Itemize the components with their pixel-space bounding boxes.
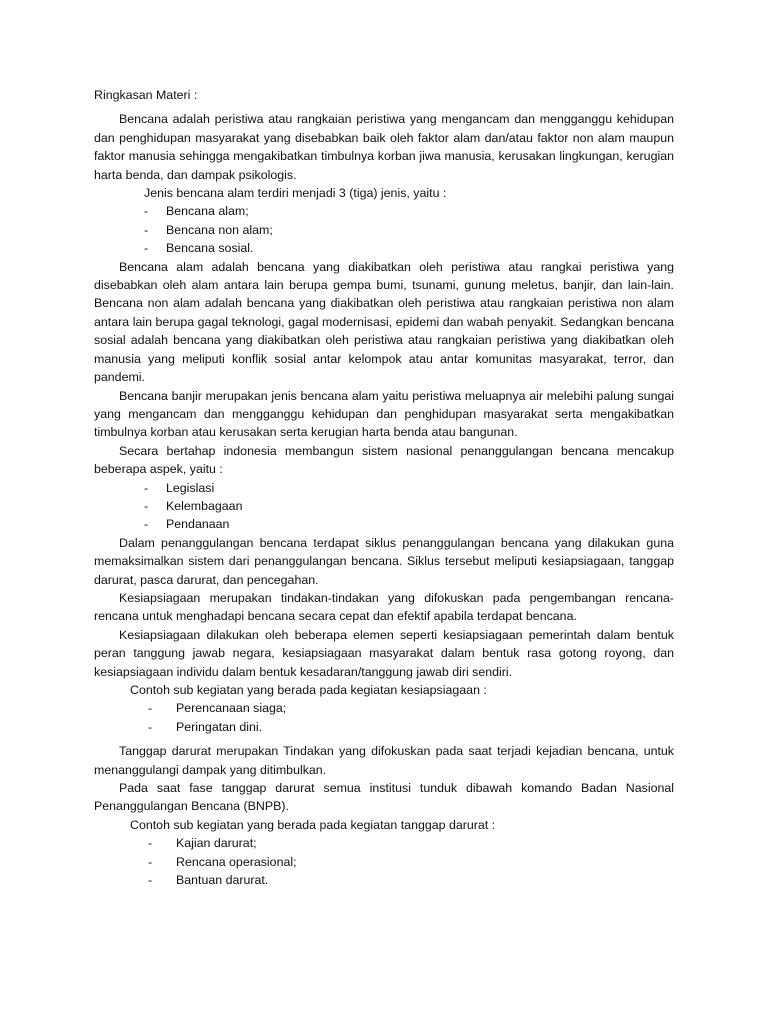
- list-item: - Legislasi: [94, 479, 674, 497]
- list-item: - Rencana operasional;: [94, 853, 674, 871]
- dash-bullet: -: [148, 854, 153, 869]
- list-aspek: [94, 479, 674, 534]
- intro-jenis-bencana: Jenis bencana alam terdiri menjadi 3 (tiga) jenis, yaitu :: [144, 186, 447, 201]
- list-item: - Pendanaan: [94, 515, 674, 533]
- list-item: - Kajian darurat;: [94, 834, 674, 852]
- paragraph-siklus: Dalam penanggulangan bencana terdapat siklus penanggulangan bencana yang dilakukan guna memaksimalkan sistem dari penanggulangan bencana. Siklus tersebut meliputi kesiapsiagaan, tanggap darurat, pasca darurat, dan pencegahan.: [94, 535, 674, 587]
- section-heading: Ringkasan Materi :: [94, 88, 198, 102]
- paragraph-banjir: Bencana banjir merupakan jenis bencana alam yaitu peristiwa meluapnya air melebihi palung sungai yang mengancam dan mengganggu kehidupan dan penghidupan masyarakat serta mengakibatkan timbulnya korban atau kerusakan serta kerugian harta benda atau bangunan.: [94, 388, 674, 440]
- paragraph-definisi-bencana: Bencana adalah peristiwa atau rangkaian peristiwa yang mengancam dan mengganggu kehidupan dan penghidupan masyarakat yang disebabkan baik oleh faktor alam dan/atau faktor non alam maupun faktor manusia sehingga mengakibatkan timbulnya korban jiwa manusia, kerusakan lingkungan, kerugian harta benda, dan dampak psikologis.: [94, 112, 674, 182]
- list-item: - Bencana sosial.: [94, 239, 674, 257]
- dash-bullet: -: [148, 836, 153, 851]
- list-item: - Bencana non alam;: [94, 221, 674, 239]
- dash-bullet: -: [144, 517, 149, 532]
- dash-bullet: -: [144, 241, 149, 256]
- list-item: - Peringatan dini.: [94, 718, 674, 736]
- dash-bullet: -: [148, 701, 153, 716]
- paragraph-sistem-nasional: Secara bertahap indonesia membangun sistem nasional penanggulangan bencana mencakup beberapa aspek, yaitu :: [94, 443, 674, 477]
- paragraph-tanggap-darurat: Tanggap darurat merupakan Tindakan yang difokuskan pada saat terjadi kejadian bencana, untuk menanggulangi dampak yang ditimbulkan.: [94, 744, 674, 777]
- list-item: - Bantuan darurat.: [94, 871, 674, 889]
- paragraph-kesiapsiagaan-def: Kesiapsiagaan merupakan tindakan-tindakan yang difokuskan pada pengembangan rencana-rencana untuk menghadapi bencana secara cepat dan efektif apabila terdapat bencana.: [94, 590, 674, 624]
- dash-bullet: -: [144, 204, 149, 219]
- paragraph-kesiapsiagaan-elemen: Kesiapsiagaan dilakukan oleh beberapa elemen seperti kesiapsiagaan pemerintah dalam bentuk peran tanggung jawab negara, kesiapsiagaan masyarakat dalam bentuk rasa gotong royong, dan kesiapsiagaan individu dalam bentuk kesadaran/tanggung jawab diri sendiri.: [94, 627, 674, 679]
- paragraph-bnpb: Pada saat fase tanggap darurat semua institusi tunduk dibawah komando Badan Nasional Penanggulangan Bencana (BNPB).: [94, 781, 674, 814]
- intro-sub-tanggap: Contoh sub kegiatan yang berada pada kegiatan tanggap darurat :: [130, 817, 496, 832]
- dash-bullet: -: [148, 719, 153, 734]
- dash-bullet: -: [144, 480, 149, 495]
- document-body: [94, 86, 674, 889]
- list-sub-kesiapsiagaan: [94, 699, 674, 736]
- list-item: - Perencanaan siaga;: [94, 699, 674, 717]
- list-sub-tanggap: [94, 834, 674, 889]
- intro-sub-kesiapsiagaan: Contoh sub kegiatan yang berada pada kegiatan kesiapsiagaan :: [130, 683, 487, 697]
- paragraph-jenis-definisi: Bencana alam adalah bencana yang diakibatkan oleh peristiwa atau rangkai peristiwa yang disebabkan oleh alam antara lain berupa gempa bumi, tsunami, gunung meletus, banjir, dan lain-lain. Bencana non alam adalah bencana yang diakibatkan oleh peristiwa atau rangkaian peristiwa non alam antara lain berupa gagal teknologi, gagal modernisasi, epidemi dan wabah penyakit. Sedangkan bencana sosial adalah bencana yang diakibatkan oleh peristiwa atau rangkaian peristiwa yang diakibatkan oleh manusia yang meliputi konflik sosial antar kelompok atau antar komunitas masyarakat, terror, dan pandemi.: [94, 259, 674, 385]
- list-item: - Bencana alam;: [94, 202, 674, 220]
- dash-bullet: -: [144, 498, 149, 513]
- list-jenis-bencana: [94, 202, 674, 257]
- dash-bullet: -: [144, 222, 149, 237]
- list-item: - Kelembagaan: [94, 497, 674, 515]
- dash-bullet: -: [148, 873, 153, 888]
